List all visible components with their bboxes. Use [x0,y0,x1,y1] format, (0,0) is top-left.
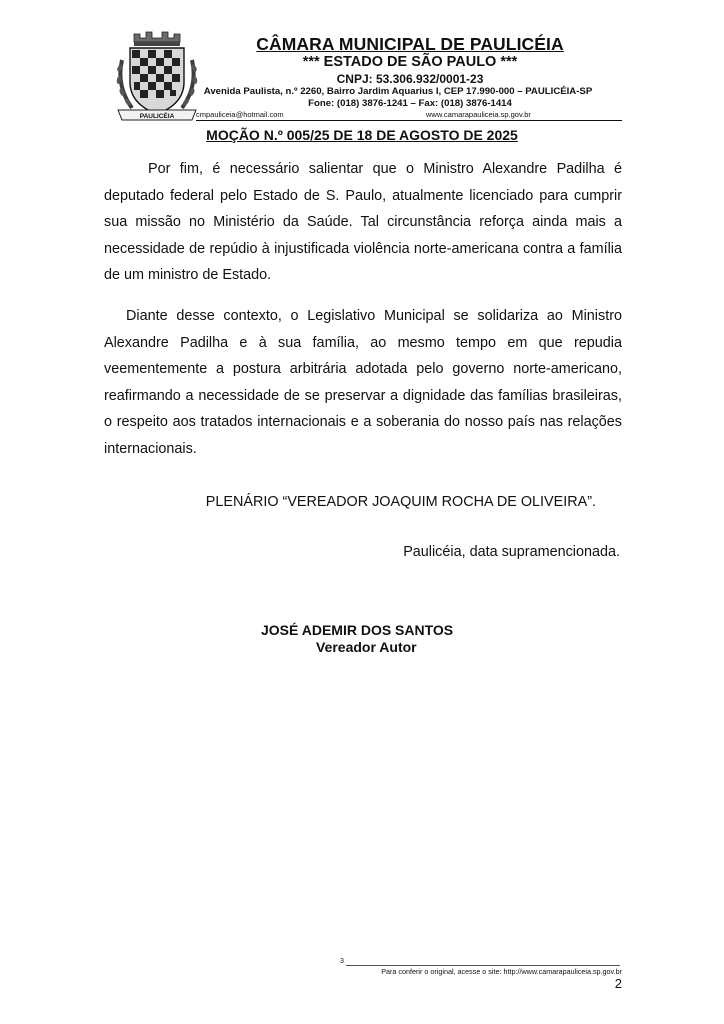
footnote-mark: 3 [340,958,344,965]
footer-divider [346,965,620,966]
municipal-crest-icon [114,30,200,126]
svg-text:PAULICÉIA: PAULICÉIA [139,113,175,120]
plenario-line: PLENÁRIO “VEREADOR JOAQUIM ROCHA DE OLIVEIRA”. [205,494,596,510]
page-number: 2 [614,976,622,991]
signature-role-text: Vereador Autor [316,639,417,655]
cnpj-line: CNPJ: 53.306.932/0001-23 [336,72,484,86]
verification-note[interactable]: Para conferir o original, acesse o site: http://www.camarapauliceia.sp.gov.br [381,967,622,976]
paragraph-1: Por fim, é necessário salientar que o Ministro Alexandre Padilha é deputado federal pelo Estado de S. Paulo, atualmente licenciado para cumprir sua missão no Ministério da Saúde. Tal circunstância reforça ainda mais a necessidade de repúdio à injustificada violência norte-americana contra a família de um ministro de Estado. [104,161,622,284]
state-line: *** ESTADO DE SÃO PAULO *** [302,54,518,70]
email-link[interactable]: cmpauliceia@hotmail.com [196,110,284,119]
paragraph-2: Diante desse contexto, o Legislativo Municipal se solidariza ao Ministro Alexandre Padilha e à sua família, ao mesmo tempo em que repudia veementemente a postura arbitrária adotada pelo governo norte-americano, reafirmando a necessidade de se preservar a dignidade das famílias brasileiras, o respeito aos tratados internacionais e a soberania do nosso país nas relações internacionais. [104,308,622,457]
letterhead [104,24,622,120]
signature-name [104,622,620,638]
address-line: Avenida Paulista, n.º 2260, Bairro Jardim Aquarius I, CEP 17.990-000 – PAULICÉIA-SP [203,86,593,97]
header-divider [196,120,622,121]
signature-name-text: JOSÉ ADEMIR DOS SANTOS [261,622,454,638]
motion-title: MOÇÃO N.º 005/25 DE 18 DE AGOSTO DE 2025 [206,127,518,143]
signature-role [104,639,620,655]
website-link[interactable]: www.camarapauliceia.sp.gov.br [426,110,531,119]
chamber-title: CÂMARA MUNICIPAL DE PAULICÉIA [256,34,564,54]
place-date-line: Paulicéia, data supramencionada. [403,544,620,560]
phone-line: Fone: (018) 3876-1241 – Fax: (018) 3876-1414 [308,98,512,109]
